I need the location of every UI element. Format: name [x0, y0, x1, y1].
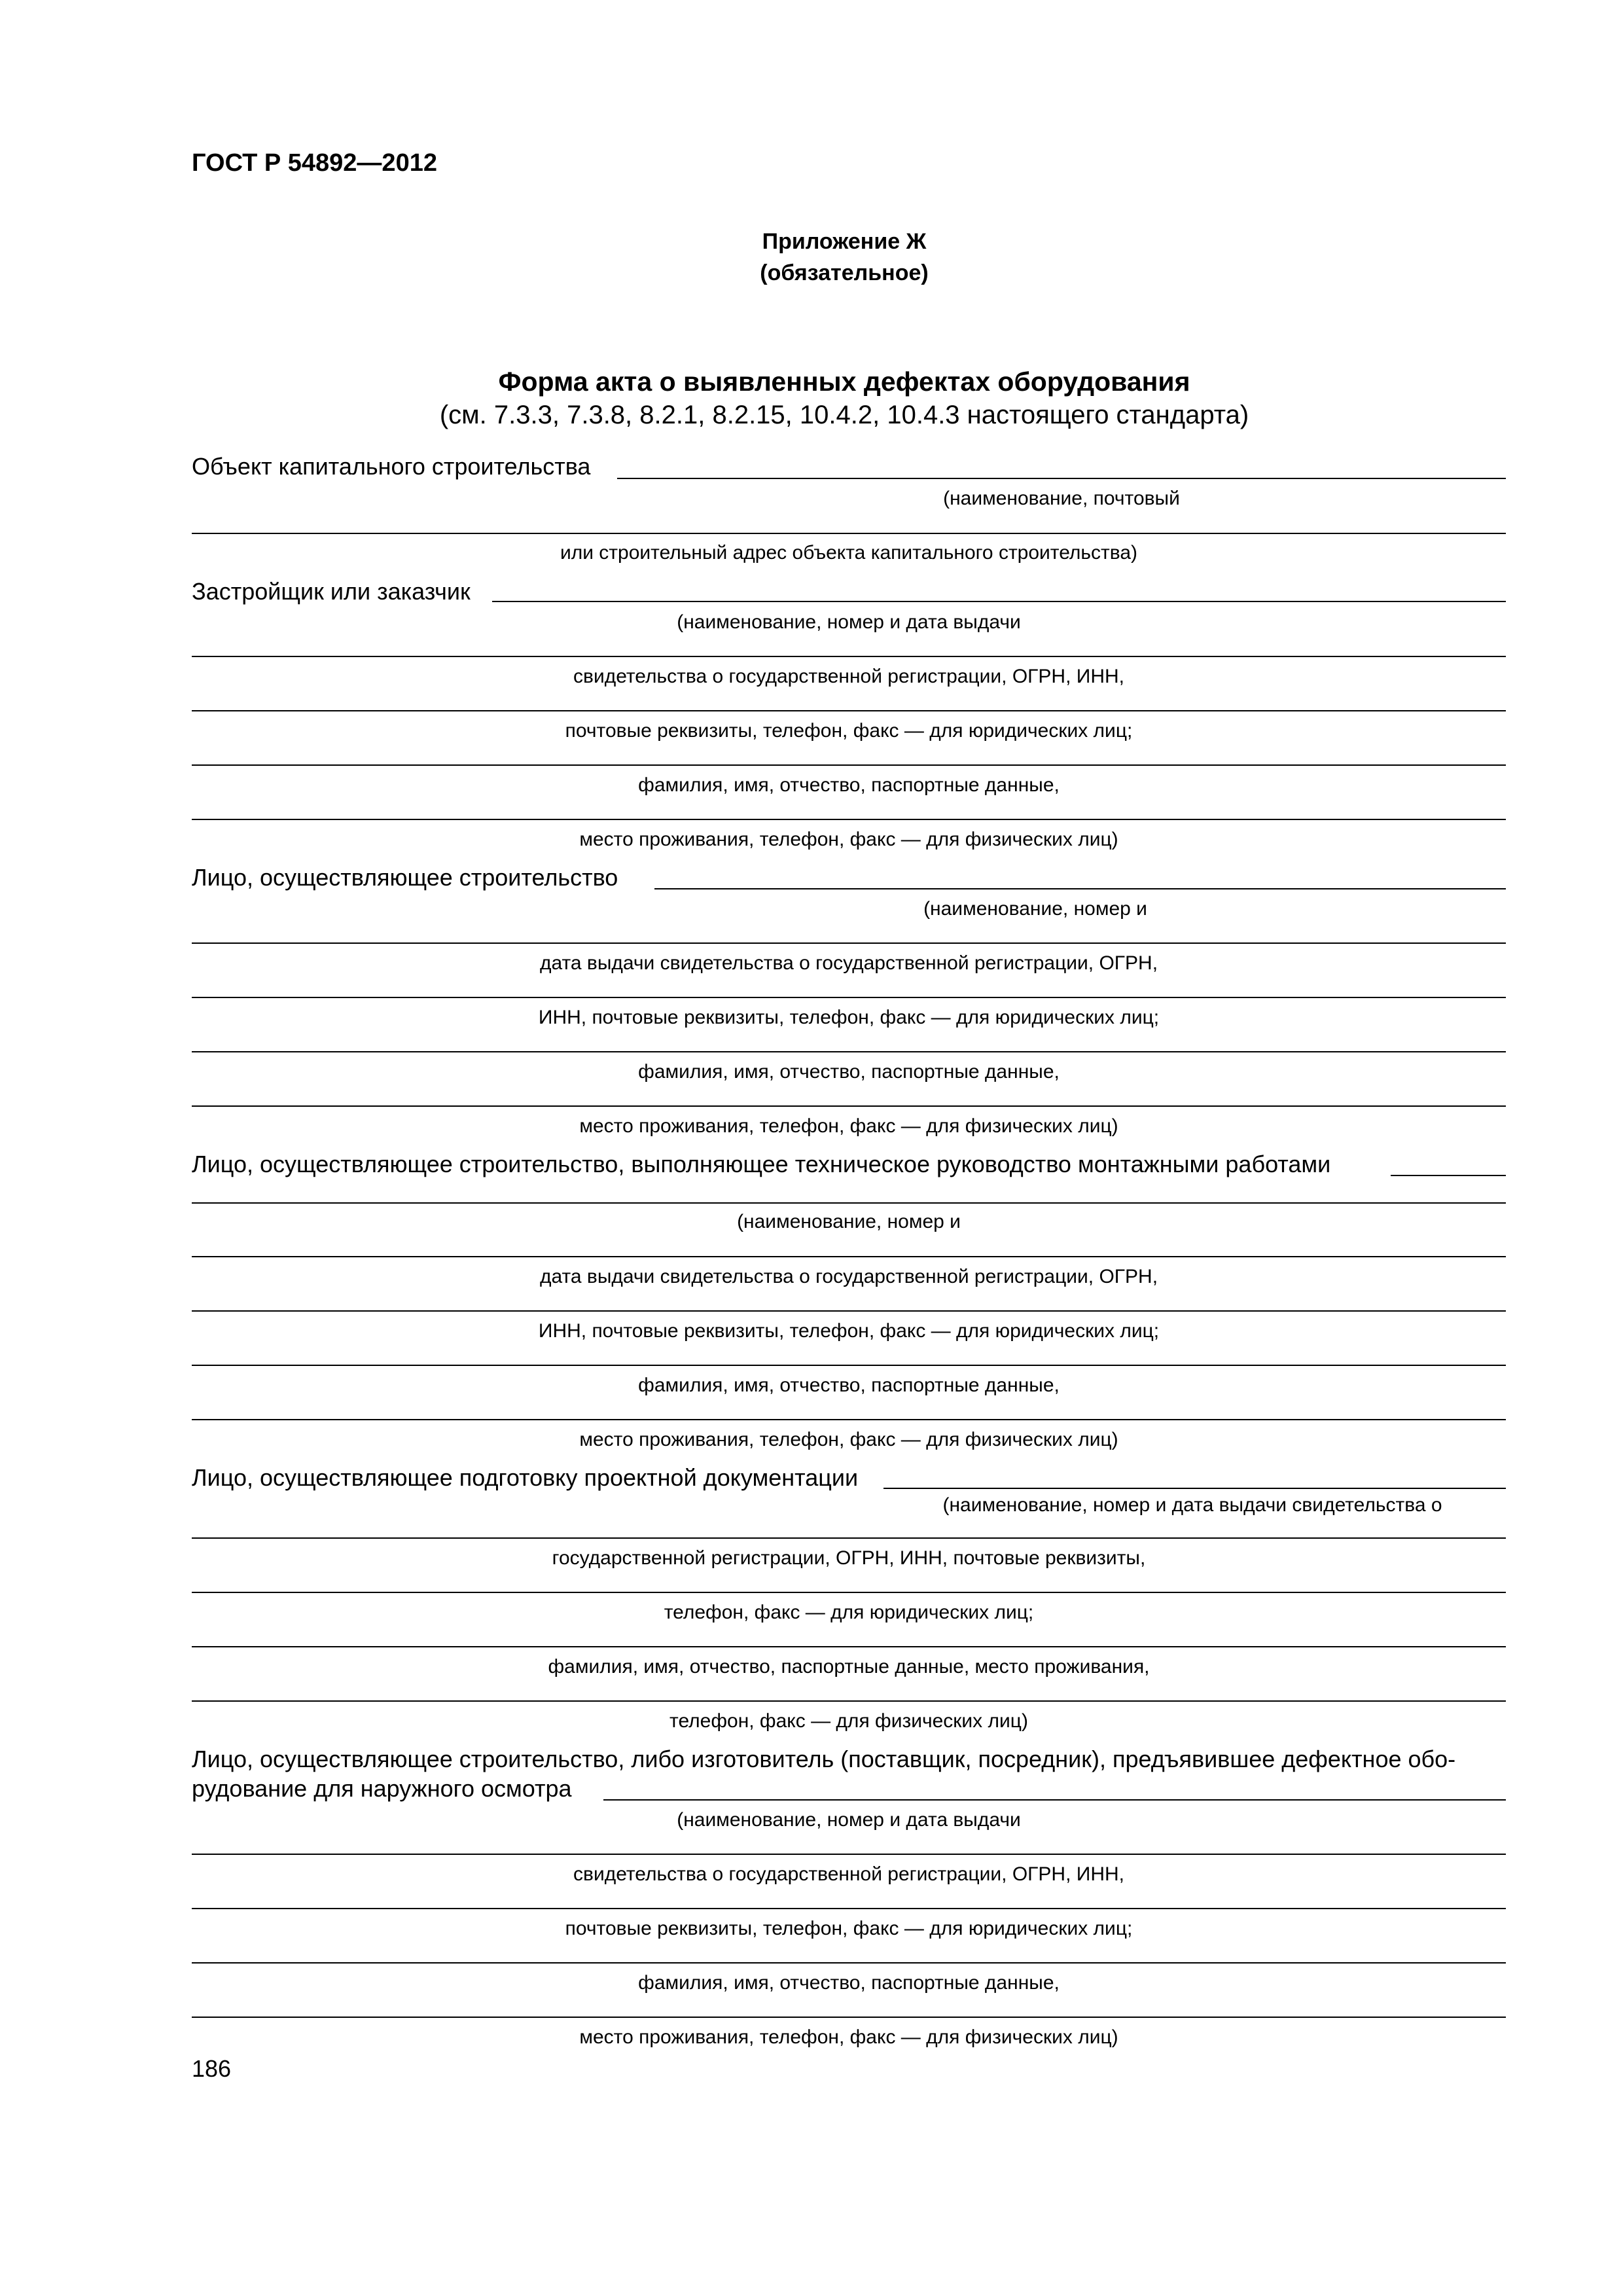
- field-caption: свидетельства о государственной регистрации, ОГРН, ИНН,: [573, 666, 1124, 687]
- field-caption: фамилия, имя, отчество, паспортные данные,: [638, 1374, 1060, 1396]
- field-line[interactable]: [192, 656, 1506, 657]
- field-line[interactable]: [192, 1105, 1506, 1107]
- field-line[interactable]: [192, 1646, 1506, 1647]
- field-caption: государственной регистрации, ОГРН, ИНН, почтовые реквизиты,: [552, 1547, 1146, 1569]
- form-subtitle: (см. 7.3.3, 7.3.8, 8.2.1, 8.2.15, 10.4.2, 10.4.3 настоящего стандарта): [439, 401, 1249, 429]
- page-number: 186: [192, 2055, 232, 2082]
- section-developer-label: Застройщик или заказчик: [192, 578, 471, 605]
- field-caption: ИНН, почтовые реквизиты, телефон, факс — для юридических лиц;: [538, 1007, 1160, 1028]
- field-caption: почтовые реквизиты, телефон, факс — для юридических лиц;: [565, 1918, 1133, 1939]
- field-caption: фамилия, имя, отчество, паспортные данные,: [638, 1061, 1060, 1083]
- field-caption: дата выдачи свидетельства о государственной регистрации, ОГРН,: [539, 1266, 1158, 1287]
- field-caption: (наименование, номер и: [923, 898, 1147, 920]
- field-caption: (наименование, номер и: [737, 1211, 961, 1232]
- field-line[interactable]: [1391, 1175, 1506, 1176]
- appendix-title: Приложение Ж: [762, 229, 927, 254]
- section-builder-label: Лицо, осуществляющее строительство: [192, 864, 618, 891]
- field-caption: телефон, факс — для физических лиц): [669, 1710, 1028, 1732]
- field-caption: почтовые реквизиты, телефон, факс — для юридических лиц;: [565, 720, 1133, 742]
- field-caption: место проживания, телефон, факс — для физических лиц): [579, 1115, 1118, 1137]
- field-line[interactable]: [883, 1488, 1506, 1489]
- field-caption: дата выдачи свидетельства о государственной регистрации, ОГРН,: [539, 952, 1158, 974]
- field-line[interactable]: [192, 2017, 1506, 2018]
- field-caption: место проживания, телефон, факс — для физических лиц): [579, 829, 1118, 850]
- field-line[interactable]: [192, 942, 1506, 944]
- field-caption: (наименование, номер и дата выдачи свидетельства о: [942, 1494, 1442, 1516]
- appendix-status: (обязательное): [760, 260, 929, 285]
- field-line[interactable]: [192, 1365, 1506, 1366]
- section-presenter-label-line2: рудование для наружного осмотра: [192, 1775, 572, 1802]
- field-line[interactable]: [492, 601, 1506, 602]
- field-line[interactable]: [192, 1700, 1506, 1702]
- field-line[interactable]: [192, 1592, 1506, 1593]
- form-title: Форма акта о выявленных дефектах оборудования: [498, 367, 1190, 397]
- section-presenter-label-line1: Лицо, осуществляющее строительство, либо изготовитель (поставщик, посредник), предъявившее дефектное обо-: [192, 1746, 1456, 1772]
- field-caption: (наименование, номер и дата выдачи: [677, 1809, 1021, 1831]
- field-line[interactable]: [192, 1537, 1506, 1539]
- field-caption: фамилия, имя, отчество, паспортные данные,: [638, 774, 1060, 796]
- field-caption: (наименование, почтовый: [943, 488, 1180, 509]
- field-line[interactable]: [654, 888, 1506, 889]
- field-line[interactable]: [192, 1256, 1506, 1257]
- field-line[interactable]: [192, 764, 1506, 766]
- field-caption: свидетельства о государственной регистрации, ОГРН, ИНН,: [573, 1863, 1124, 1885]
- field-caption: фамилия, имя, отчество, паспортные данные, место проживания,: [548, 1656, 1150, 1677]
- section-installation-supervisor-label: Лицо, осуществляющее строительство, выполняющее техническое руководство монтажными работами: [192, 1151, 1331, 1177]
- field-line[interactable]: [192, 997, 1506, 998]
- field-line[interactable]: [192, 1202, 1506, 1204]
- field-caption: место проживания, телефон, факс — для физических лиц): [579, 2026, 1118, 2048]
- field-line[interactable]: [192, 819, 1506, 820]
- field-line[interactable]: [192, 1051, 1506, 1052]
- field-caption: место проживания, телефон, факс — для физических лиц): [579, 1429, 1118, 1450]
- field-line[interactable]: [192, 1962, 1506, 1964]
- field-line[interactable]: [603, 1799, 1506, 1801]
- appendix-heading: [0, 226, 1623, 289]
- field-line[interactable]: [192, 1854, 1506, 1855]
- section-object-label: Объект капитального строительства: [192, 453, 591, 480]
- field-caption: ИНН, почтовые реквизиты, телефон, факс — для юридических лиц;: [538, 1320, 1160, 1342]
- field-line[interactable]: [192, 533, 1506, 534]
- section-designer-label: Лицо, осуществляющее подготовку проектной документации: [192, 1464, 859, 1491]
- field-caption: или строительный адрес объекта капитального строительства): [560, 542, 1138, 564]
- standard-number: ГОСТ Р 54892—2012: [192, 149, 437, 177]
- field-caption: (наименование, номер и дата выдачи: [677, 611, 1021, 633]
- field-line[interactable]: [192, 1310, 1506, 1312]
- field-caption: фамилия, имя, отчество, паспортные данные,: [638, 1972, 1060, 1994]
- field-line[interactable]: [617, 478, 1506, 479]
- field-line[interactable]: [192, 1419, 1506, 1420]
- field-line[interactable]: [192, 1908, 1506, 1909]
- field-line[interactable]: [192, 710, 1506, 711]
- field-caption: телефон, факс — для юридических лиц;: [664, 1602, 1034, 1623]
